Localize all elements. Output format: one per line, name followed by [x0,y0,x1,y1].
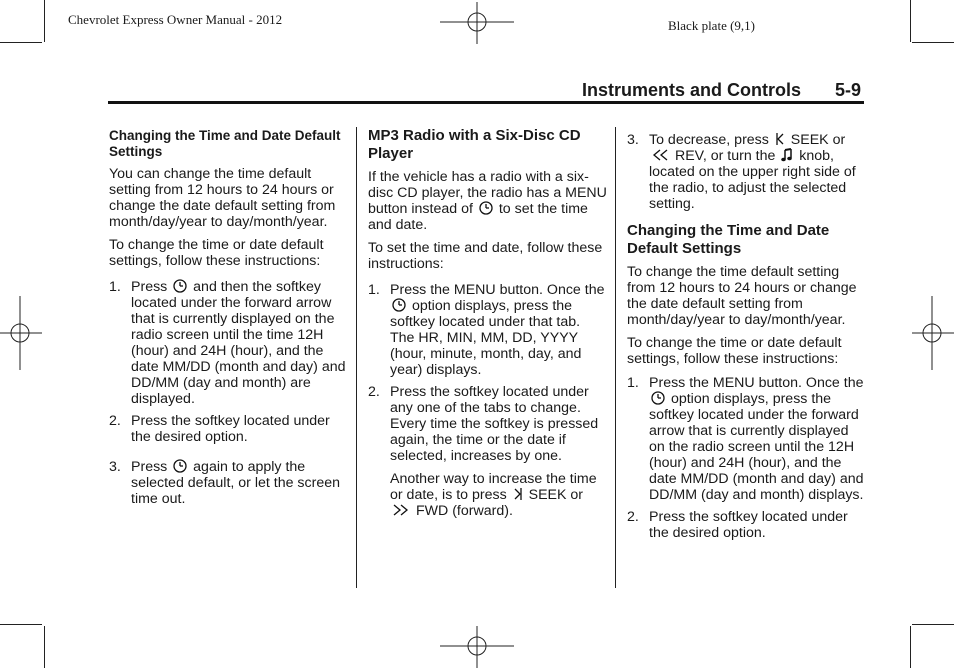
clock-icon [173,459,187,473]
col1-heading: Changing the Time and Date Default Settings [109,128,341,159]
step-text: REV, or turn the [674,148,776,164]
header-rule [108,101,864,104]
col3-intro: To change the time default setting from 12 hours to 24 hours or change the date default setting from month/day/year to day/month/year. [627,264,857,328]
intro-text: to set the time and date. [368,201,588,233]
step-text: SEEK or [790,132,846,148]
step-text: FWD (forward). [415,503,513,519]
seek-back-icon [775,132,785,146]
column-divider-2 [615,127,616,588]
col1-step-3 [109,459,346,507]
step-text: and then the softkey located under the forward arrow that is currently displayed on the radio screen until the time 12H (hour) and 24H (hour), and the date MM/DD (month and day) and DD/MM (day and month) are displayed. [131,279,346,407]
step-text: Press the MENU button. Once the [390,282,605,298]
step-number: 2. [368,384,380,400]
registration-mark-left [0,296,42,370]
clock-icon [392,298,406,312]
step-text: To decrease, press [649,132,769,148]
step-number: 1. [109,279,121,295]
col2-heading: MP3 Radio with a Six-Disc CD Player [368,127,581,162]
column-2 [368,127,608,525]
step-number: 2. [627,509,639,525]
col3-step-1 [627,375,865,503]
step-text: option displays, press the softkey located under that tab. The HR, MIN, MM, DD, YYYY (hour, minute, month, day, and year) displays. [390,298,582,378]
step-text: Press the MENU button. Once the [649,375,864,391]
page-number: 5-9 [835,80,862,100]
col1-instruct: To change the time or date default settings, follow these instructions: [109,237,324,269]
step-text: Press [131,459,168,475]
registration-mark-bottom [440,626,514,668]
col3-heading: Changing the Time and Date Default Settings [627,222,830,257]
step-number: 3. [109,459,121,475]
step-number: 3. [627,132,639,148]
section-header [582,80,861,101]
step-text: Press [131,279,168,295]
col2-instruct: To set the time and date, follow these instructions: [368,240,603,272]
column-3 [627,132,865,547]
col1-intro: You can change the time default setting from 12 hours to 24 hours or change the date default setting from month/day/year to day/month/year. [109,166,336,230]
clock-icon [651,391,665,405]
registration-mark-top [440,2,514,44]
step-text: knob, located on the upper right side of the radio, to adjust the selected setting. [649,148,856,212]
step-text: again to apply the selected default, or let the screen time out. [131,459,340,507]
step-text: Another way to increase the time or date, is to press [390,471,597,503]
col2-intro [368,169,608,233]
col3-step-3 [627,132,865,212]
section-title: Instruments and Controls [582,80,802,100]
plate-label: Black plate (9,1) [668,18,755,33]
col3-instruct: To change the time or date default settings, follow these instructions: [627,335,842,367]
step-number: 1. [627,375,639,391]
intro-text: If the vehicle has a radio with a six-disc CD player, the radio has a MENU button instead of [368,169,607,217]
step-text: option displays, press the softkey located under the forward arrow that is currently displayed on the radio screen until the 12H (hour) and 24H (hour), and the date MM/DD (month and day) and DD/MM (day and month) displays. [649,391,864,503]
col3-step-2 [627,509,865,541]
music-note-icon [781,148,793,162]
col2-step-2 [368,384,608,519]
clock-icon [173,279,187,293]
step-text: Press the softkey located under the desired option. [131,413,330,445]
step-number: 1. [368,282,380,298]
fwd-icon [392,503,410,517]
column-1 [109,128,346,513]
column-divider-1 [356,127,357,588]
step-text: SEEK or [528,487,584,503]
col2-step-1 [368,282,608,378]
col1-step-1 [109,279,346,407]
step-text-alt [390,471,608,519]
step-text: Press the softkey located under any one of the tabs to change. Every time the softkey is pressed again, the time or the date if selected, increases by one. [390,384,599,464]
seek-forward-icon [513,487,523,501]
registration-mark-right [912,296,954,370]
clock-icon [479,201,493,215]
rev-icon [651,148,669,162]
col1-step-2 [109,413,346,445]
manual-title: Chevrolet Express Owner Manual - 2012 [68,12,283,27]
step-number: 2. [109,413,121,429]
step-text: Press the softkey located under the desired option. [649,509,848,541]
